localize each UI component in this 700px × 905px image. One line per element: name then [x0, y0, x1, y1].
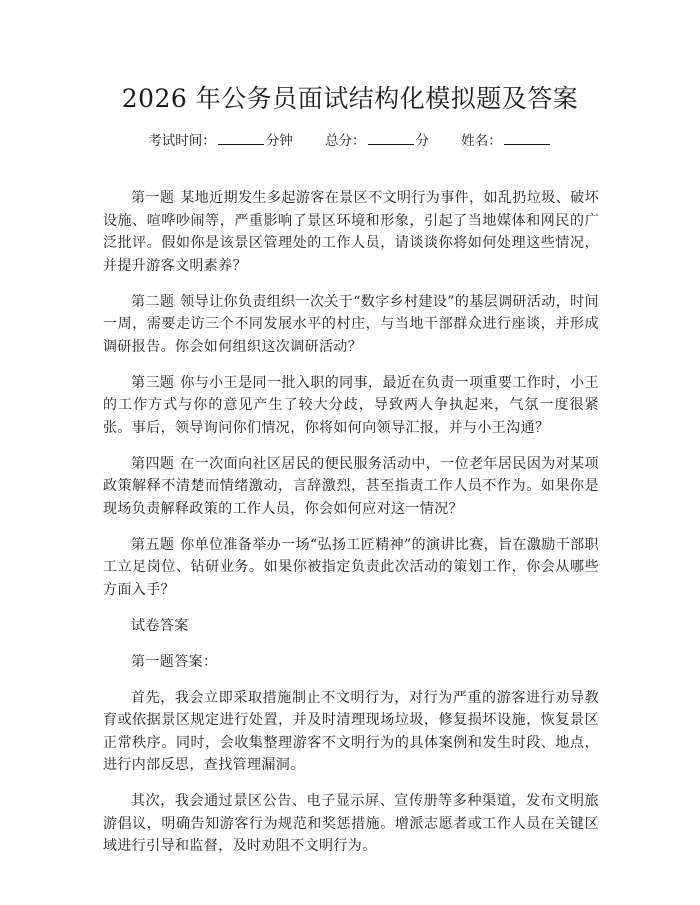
question-text: 某地近期发生多起游客在景区不文明行为事件，如乱扔垃圾、破坏设施、喧哗吵闹等，严重影响了景区环境和形象，引起了当地媒体和网民的广泛批评。假如你是该景区管理处的工作人员，请谈谈你将如何处理这些情况，并提升游客文明素养？ [103, 190, 599, 274]
exam-time-label: 考试时间： [148, 133, 216, 149]
question-1 [103, 187, 599, 277]
question-text: 你单位准备举办一场“弘扬工匠精神”的演讲比赛，旨在激励干部职工立足岗位、钻研业务。如果你被指定负责此次活动的策划工作，你会从哪些方面入手？ [103, 536, 599, 598]
answer-1-paragraph-2: 其次，我会通过景区公告、电子显示屏、宣传册等多种渠道，发布文明旅游倡议，明确告知游客行为规范和奖惩措施。增派志愿者或工作人员在关键区域进行引导和监督，及时劝阻不文明行为。 [103, 793, 599, 854]
exam-info-line [0, 131, 700, 151]
question-text: 你与小王是同一批入职的同事，最近在负责一项重要工作时，小王的工作方式与你的意见产生了较大分歧，导致两人争执起来，气氛一度很紧张。事后，领导询问你们情况，你将如何向领导汇报，并与小王沟通？ [103, 374, 599, 436]
name-blank [504, 131, 550, 145]
question-text: 领导让你负责组织一次关于“数字乡村建设”的基层调研活动，时间一周，需要走访三个不同发展水平的村庄，与当地干部群众进行座谈，并形成调研报告。你会如何组织这次调研活动？ [103, 293, 599, 355]
question-label: 第一题 [131, 190, 175, 206]
question-4 [103, 453, 599, 521]
answer-1-title: 第一题答案： [131, 653, 218, 670]
question-2 [103, 291, 599, 359]
question-label: 第三题 [131, 374, 175, 391]
exam-time-unit: 分钟 [265, 133, 293, 149]
answer-1-paragraph-1: 首先，我会立即采取措施制止不文明行为，对行为严重的游客进行劝导教育或依据景区规定进行处置，并及时清理现场垃圾，修复损坏设施，恢复景区正常秩序。同时，会收集整理游客不文明行为的具体案例和发生时段、地点，进行内部反思，查找管理漏洞。 [103, 689, 599, 773]
exam-time-blank [218, 131, 264, 145]
total-score-blank [368, 131, 414, 145]
name-label: 姓名： [461, 133, 502, 149]
question-3 [103, 372, 599, 440]
question-text: 在一次面向社区居民的便民服务活动中，一位老年居民因为对某项政策解释不清楚而情绪激动，言辞激烈，甚至指责工作人员不作为。如果你是现场负责解释政策的工作人员，你会如何应对这一情况？ [103, 455, 599, 517]
question-label: 第五题 [131, 536, 175, 553]
page-title: 2026 年公务员面试结构化模拟题及答案 [121, 84, 579, 113]
document-body [103, 187, 599, 871]
answers-section-title: 试卷答案 [131, 617, 189, 634]
name-field [461, 133, 552, 149]
total-score-field [325, 133, 429, 149]
exam-time-field [148, 133, 293, 149]
question-label: 第四题 [131, 455, 175, 472]
question-5 [103, 534, 599, 602]
question-label: 第二题 [131, 293, 175, 310]
total-score-label: 总分： [325, 133, 366, 149]
total-score-unit: 分 [415, 133, 429, 149]
